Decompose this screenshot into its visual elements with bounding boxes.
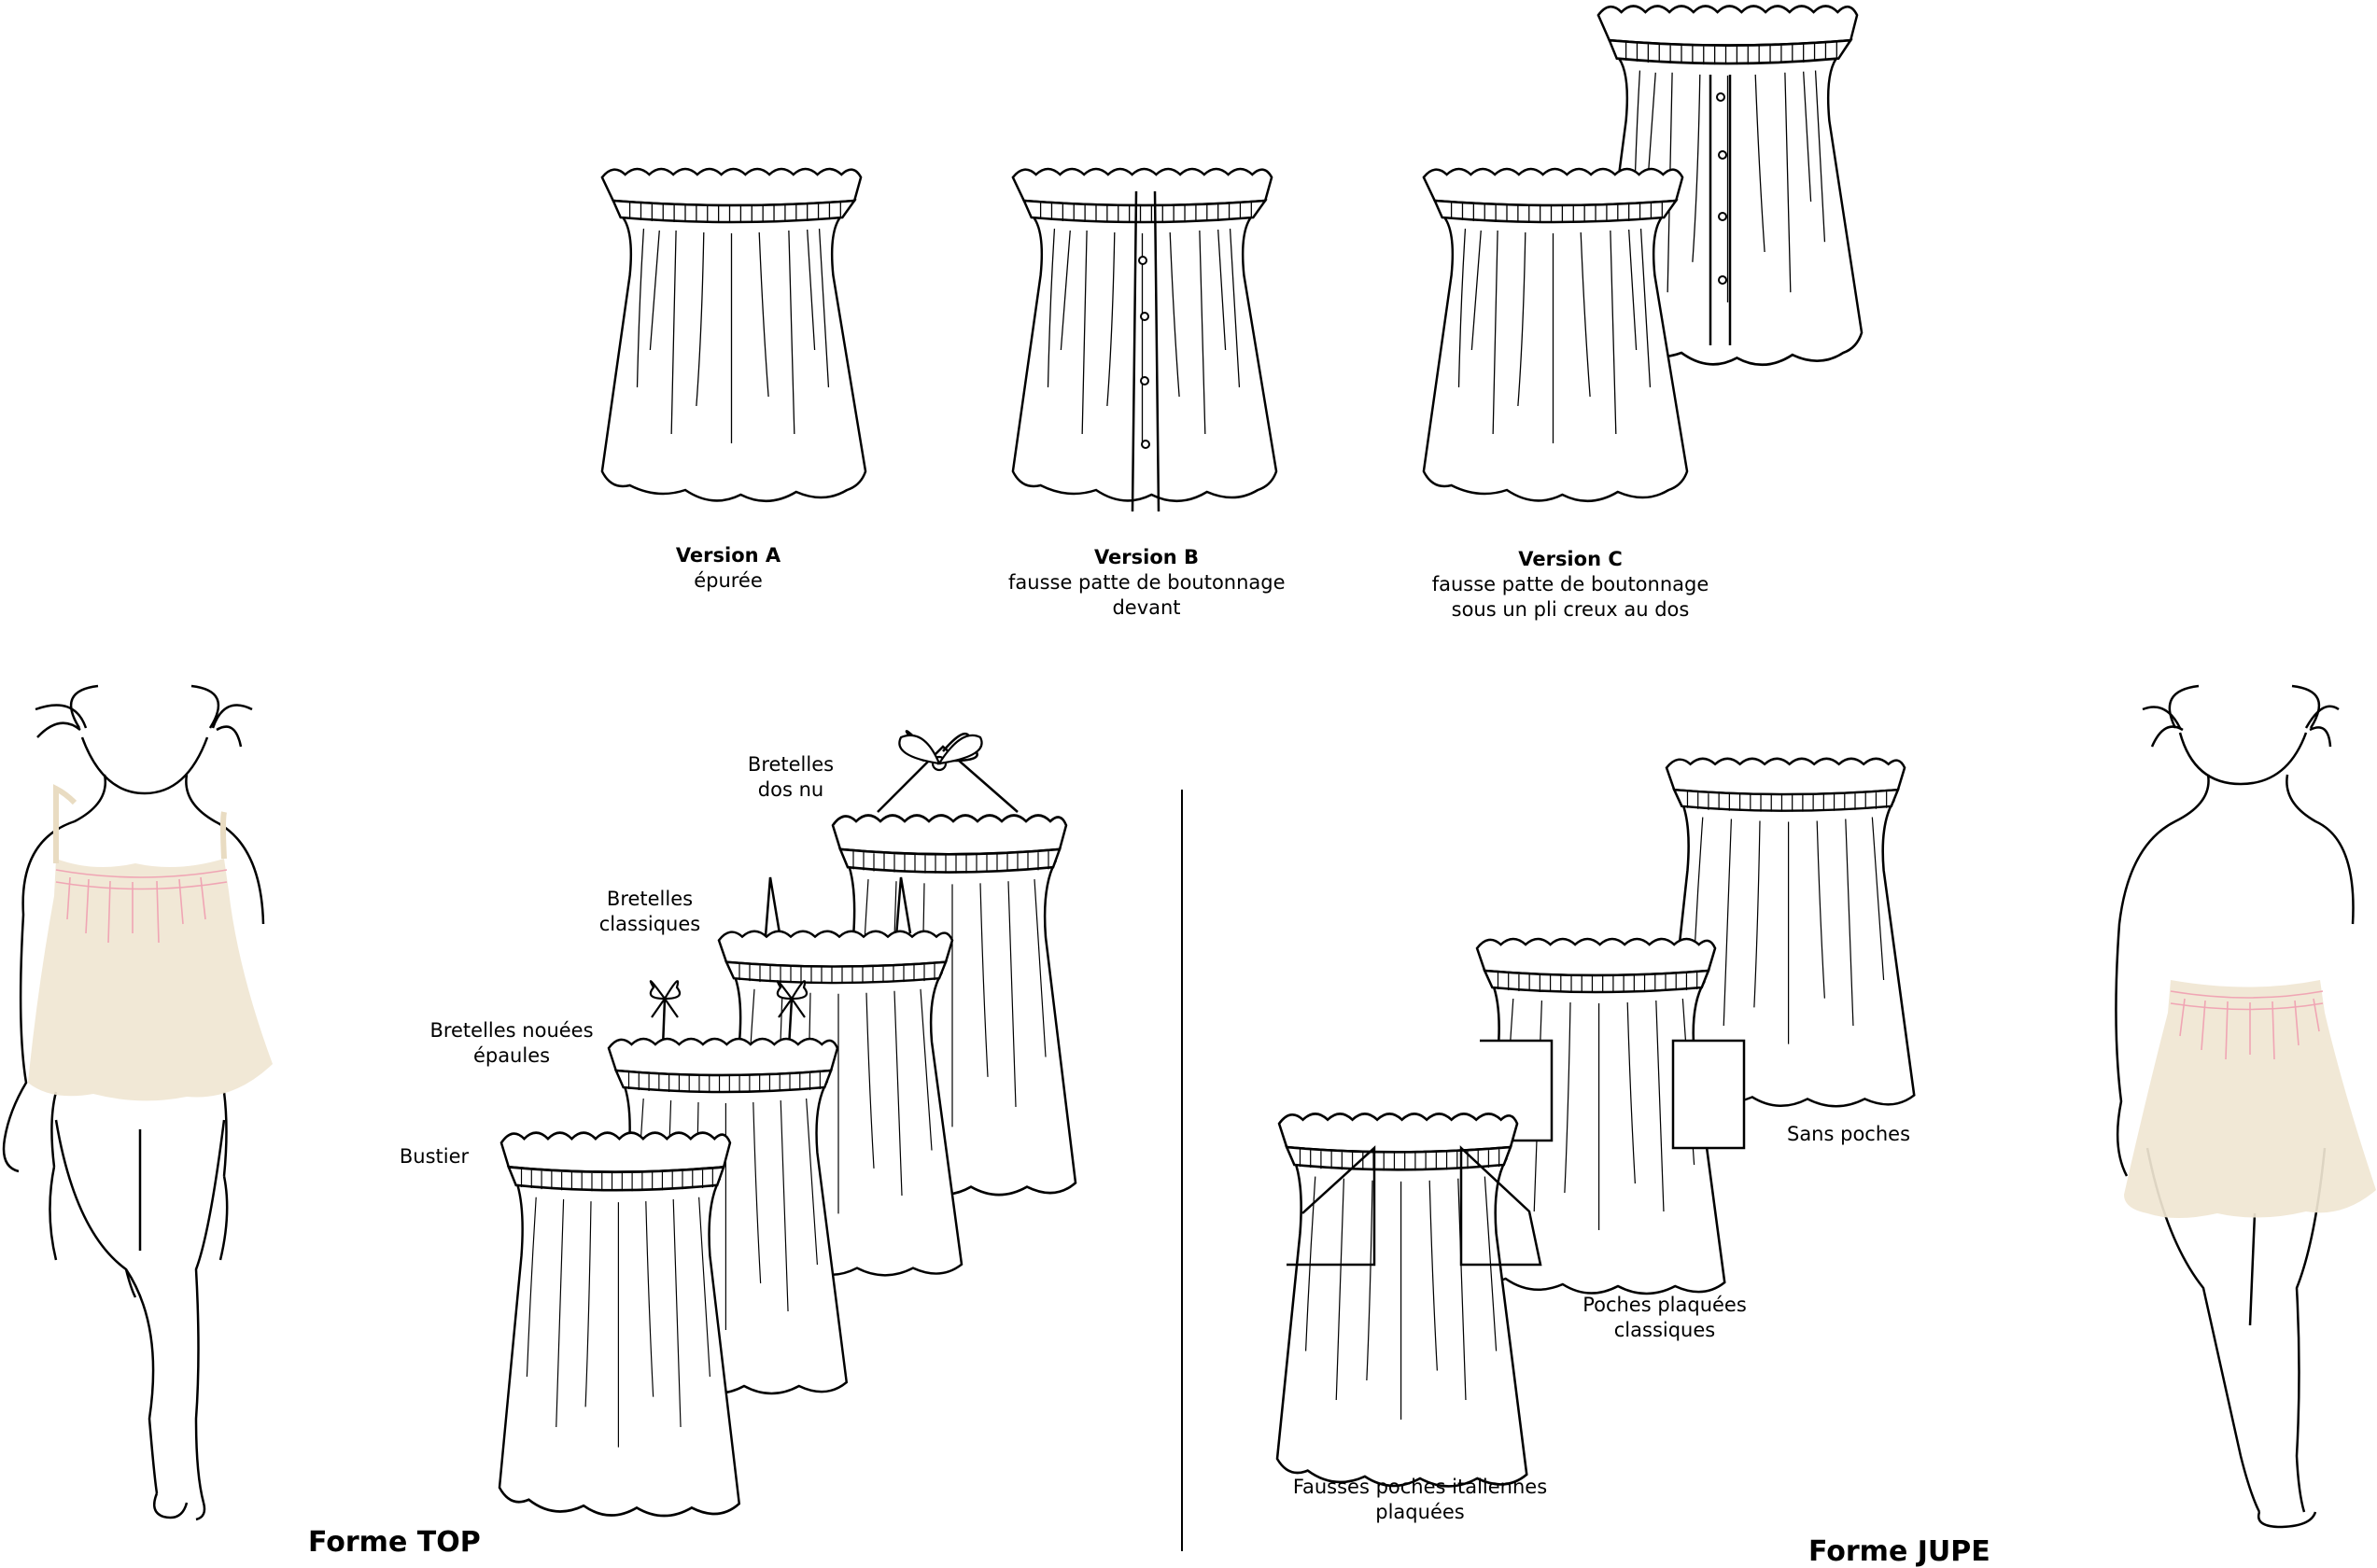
label-poches-italiennes [1288, 1475, 1552, 1525]
label-plaquees-2: classiques [1613, 1319, 1716, 1341]
forme-jupe-title: Forme JUPE [1808, 1535, 1990, 1568]
label-nouees-1: Bretelles nouées [429, 1019, 594, 1042]
child-figure-top [4, 686, 263, 1519]
label-italiennes-1: Fausses poches italiennes [1292, 1476, 1548, 1498]
version-b-label [1008, 545, 1285, 621]
label-classiques-1: Bretelles [606, 888, 694, 910]
label-italiennes-2: plaquées [1375, 1501, 1465, 1523]
version-b-garment [1013, 169, 1276, 511]
top-fabric-overlay [28, 859, 273, 1100]
version-a-garment [602, 169, 865, 501]
version-c-label [1430, 547, 1710, 623]
label-dos-nu-2: dos nu [757, 778, 824, 801]
label-dos-nu-1: Bretelles [747, 753, 835, 776]
label-sans-poches [1779, 1122, 1919, 1147]
jupe-italiennes-garment [1277, 1113, 1540, 1486]
version-a-desc: épurée [694, 569, 763, 592]
label-sans-poches-text: Sans poches [1786, 1123, 1911, 1145]
forme-top-title: Forme TOP [308, 1526, 481, 1559]
version-c-desc-1: fausse patte de boutonnage [1431, 573, 1709, 595]
version-a-label [672, 543, 784, 594]
label-poches-plaquees [1576, 1293, 1753, 1343]
label-nouees-2: épaules [472, 1044, 551, 1067]
version-b-desc-2: devant [1112, 596, 1181, 619]
label-bretelles-dos-nu [739, 752, 842, 803]
label-bustier-text: Bustier [399, 1145, 470, 1168]
version-c-desc-2: sous un pli creux au dos [1451, 598, 1690, 621]
top-straps [56, 789, 224, 863]
label-plaquees-1: Poches plaquées [1582, 1294, 1747, 1316]
version-c-front-garment [1424, 169, 1687, 501]
label-classiques-2: classiques [598, 913, 701, 935]
top-bustier-garment [499, 1133, 739, 1516]
label-bretelles-nouees [428, 1018, 596, 1069]
version-b-desc-1: fausse patte de boutonnage [1008, 571, 1286, 594]
version-a-title: Version A [675, 544, 781, 567]
version-c-title: Version C [1518, 548, 1623, 570]
label-bretelles-classiques [594, 887, 706, 937]
label-bustier [392, 1144, 476, 1169]
version-b-title: Version B [1093, 546, 1200, 568]
